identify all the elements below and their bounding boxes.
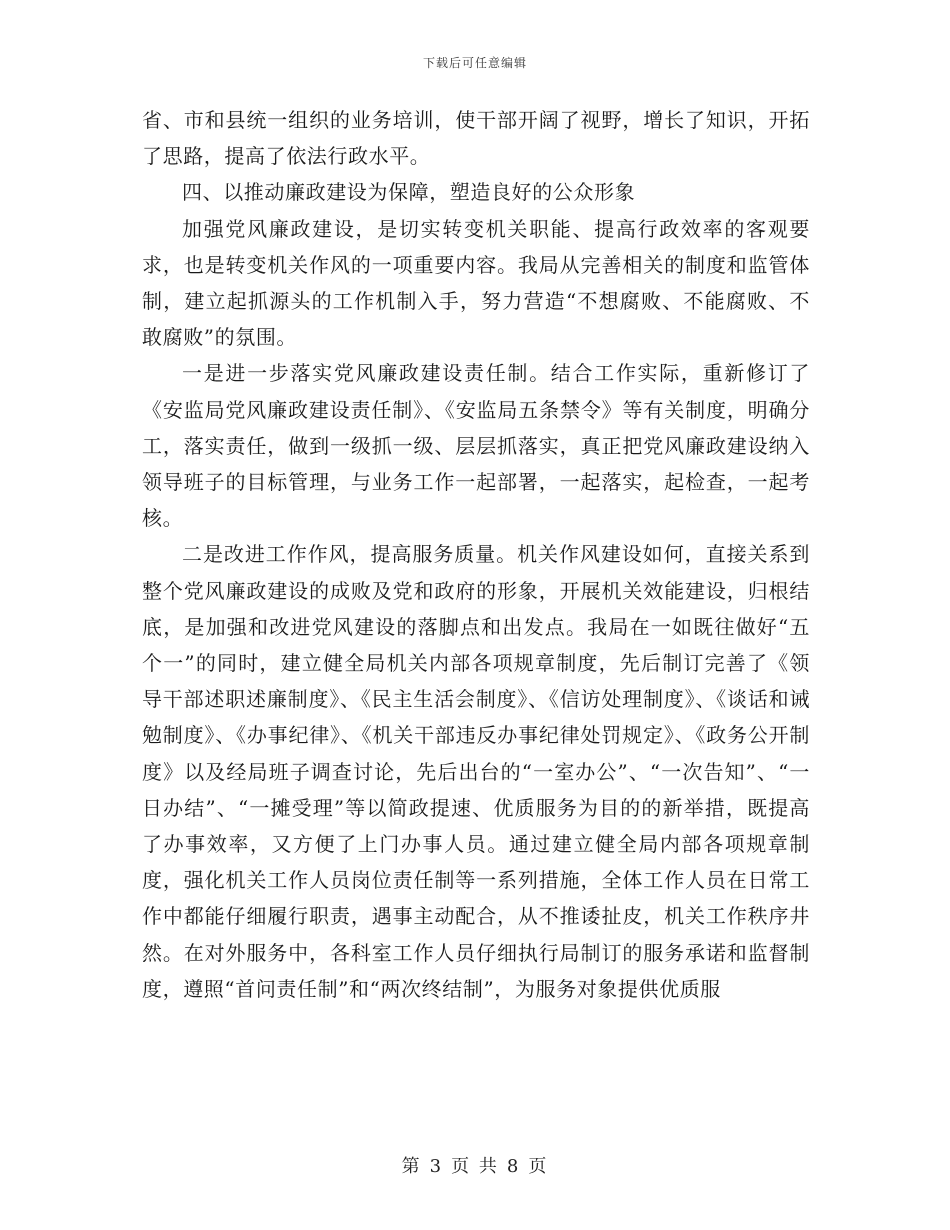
paragraph-continuation: 省、市和县统一组织的业务培训，使干部开阔了视野，增长了知识，开拓了思路，提高了依法行政水平。 (142, 108, 810, 169)
paragraph: 加强党风廉政建设，是切实转变机关职能、提高行政效率的客观要求，也是转变机关作风的一项重要内容。我局从完善相关的制度和监管体制，建立起抓源头的工作机制入手，努力营造“不想腐败、不能腐败、不敢腐败”的氛围。 (142, 216, 810, 350)
footer-suffix: 页 (528, 1156, 549, 1177)
section-heading: 四、以推动廉政建设为保障，塑造良好的公众形象 (182, 180, 636, 205)
page-header-note: 下载后可任意编辑 (422, 56, 527, 70)
total-pages-number: 8 (506, 1156, 521, 1177)
document-body (142, 102, 810, 1007)
paragraph: 一是进一步落实党风廉政建设责任制。结合工作实际，重新修订了《安监局党风廉政建设责任制》、《安监局五条禁令》等有关制度，明确分工，落实责任，做到一级抓一级、层层抓落实，真正把党风廉政建设纳入领导班子的目标管理，与业务工作一起部署，一起落实，起检查，一起考核。 (142, 361, 810, 531)
footer-prefix: 第 (401, 1156, 422, 1177)
paragraph: 二是改进工作作风，提高服务质量。机关作风建设如何，直接关系到整个党风廉政建设的成败及党和政府的形象，开展机关效能建设，归根结底，是加强和改进党风建设的落脚点和出发点。我局在一如既往做好“五个一”的同时，建立健全局机关内部各项规章制度，先后制订完善了《领导干部述职述廉制度》、《民主生活会制度》、《信访处理制度》、《谈话和诫勉制度》、《办事纪律》、《机关干部违反办事纪律处罚规定》、《政务公开制度》以及经局班子调查讨论，先后出台的“一室办公”、“一次告知”、“一日办结”、“一摊受理”等以简政提速、优质服务为目的的新举措，既提高了办事效率，又方便了上门办事人员。通过建立健全局内部各项规章制度，强化机关工作人员岗位责任制等一系列措施，全体工作人员在日常工作中都能仔细履行职责，遇事主动配合，从不推诿扯皮，机关工作秩序井然。在对外服务中，各科室工作人员仔细执行局制订的服务承诺和监督制度，遵照“首问责任制”和“两次终结制”，为服务对象提供优质服 (142, 542, 810, 1001)
current-page-number: 3 (429, 1156, 444, 1177)
footer-middle: 页 共 (451, 1156, 499, 1177)
page-footer (0, 1152, 950, 1178)
